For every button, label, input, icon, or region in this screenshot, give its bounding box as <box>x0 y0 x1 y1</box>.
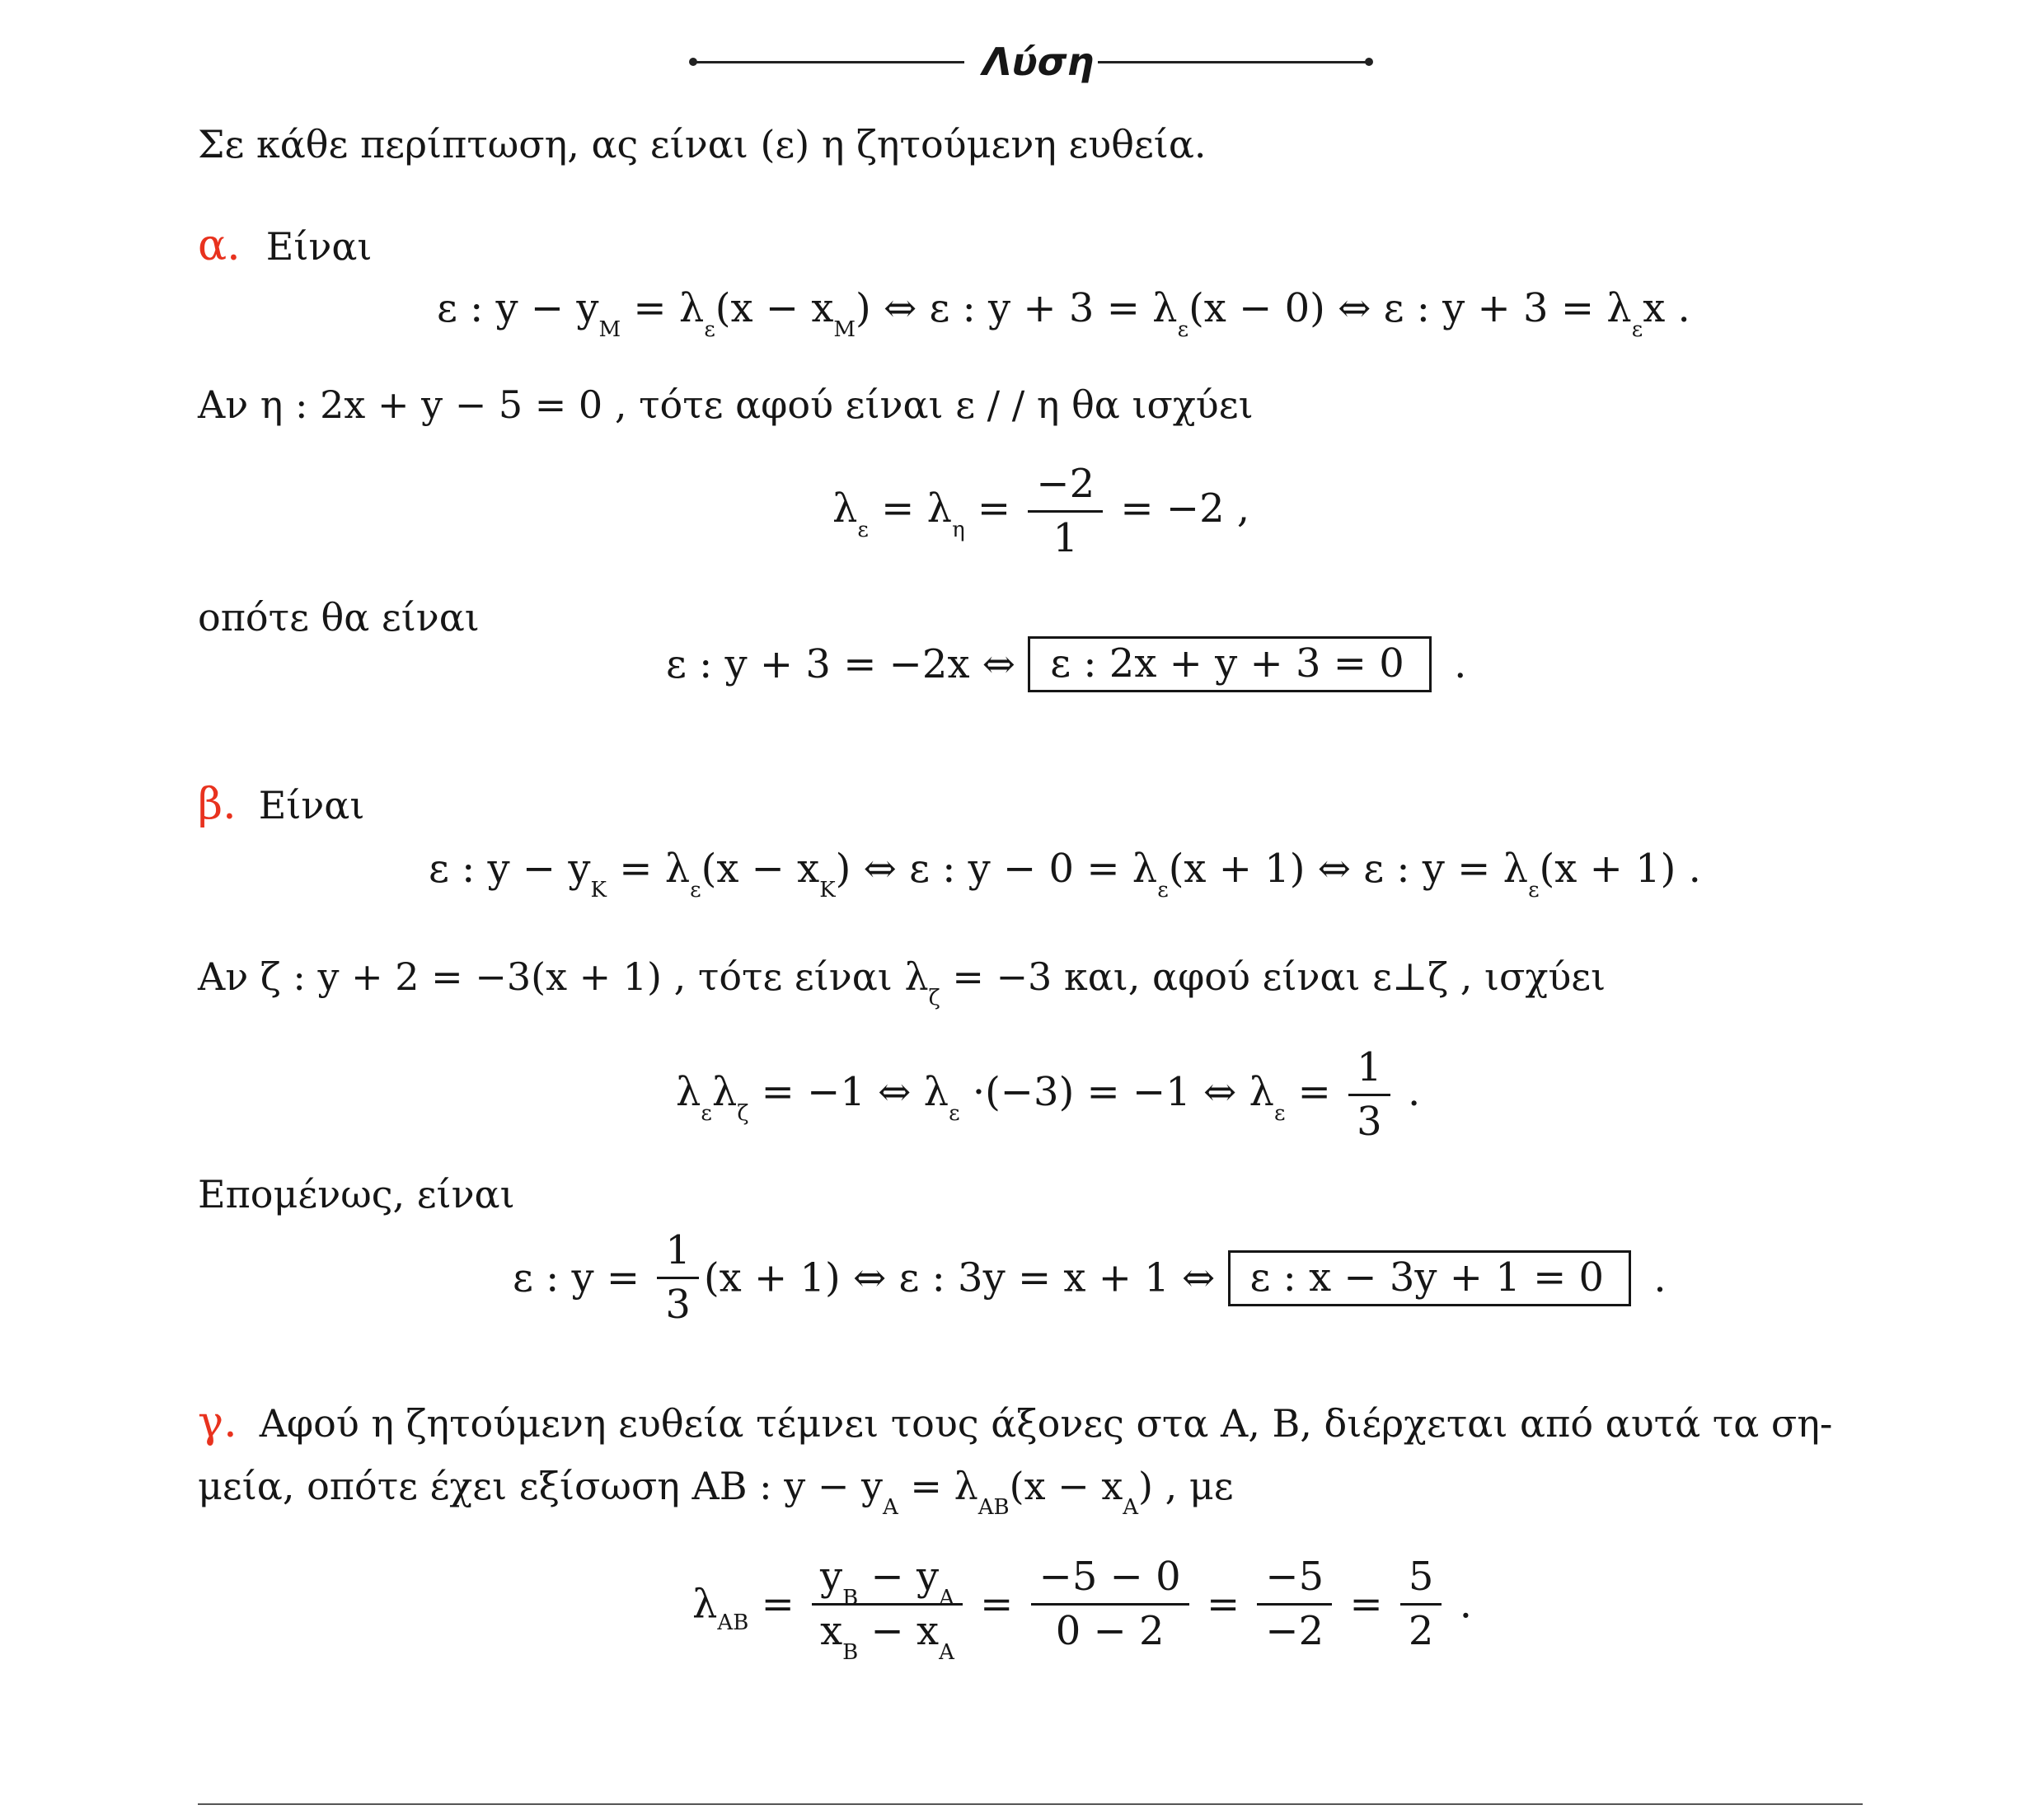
part-b-label: β. <box>198 780 237 829</box>
part-c-label: γ. <box>198 1398 237 1447</box>
intro-text: Σε κάθε περίπτωση, ας είναι (ε) η ζητούμενη ευθεία. <box>198 122 1207 166</box>
heading-left-rule <box>692 61 964 63</box>
page-heading: Λύση <box>982 40 1095 84</box>
fraction: $\frac{5}{2}$ <box>1400 1554 1442 1654</box>
fraction: $\frac{-5 - 0}{0 - 2}$ <box>1031 1554 1189 1654</box>
part-c-line-1: γ. Αφού η ζητούμενη ευθεία τέμνει τους άξονες στα A, B, διέρχεται από αυτά τα ση- <box>198 1398 1833 1447</box>
part-b-lead: Είναι <box>258 783 365 827</box>
fraction: $\frac{1}{3}$ <box>657 1228 699 1328</box>
heading-right-dot <box>1365 58 1373 66</box>
part-b-header <box>198 780 364 829</box>
part-a-line-2: Αν η : 2x + y − 5 = 0 , τότε αφού είναι ε / / η θα ισχύει <box>198 382 1254 427</box>
part-a-result-box: ε : 2x + y + 3 = 0 <box>1028 636 1432 692</box>
part-a-equation-2: $\lambda_\varepsilon = \lambda_\eta$ = $\frac{-2}{1}$ = −2 , <box>832 461 1250 562</box>
fraction: $\frac{y_B - y_A}{x_B - x_A}$ <box>812 1554 963 1654</box>
fraction: $\frac{-5}{-2}$ <box>1257 1554 1332 1654</box>
part-b-equation-1: ε : $y - y_K = \lambda_\varepsilon(x - x_K)$ ⇔ ε : $y - 0 = \lambda_\varepsilon(x + 1)$ ⇔ ε : $y = \lambda_\varepsilon(x + 1)$ . <box>429 846 1701 902</box>
part-a-header <box>198 221 372 270</box>
part-a-label: α. <box>198 221 241 270</box>
part-c-line-2: μεία, οπότε έχει εξίσωση AB : $y - y_A = \lambda_{AB}(x - x_A)$ , με <box>198 1464 1234 1520</box>
fraction: $\frac{1}{3}$ <box>1348 1045 1390 1145</box>
part-b-result-box: ε : x − 3y + 1 = 0 <box>1228 1250 1632 1306</box>
bottom-rule <box>198 1803 1863 1805</box>
part-b-equation-3: ε : y = $\frac{1}{3}$ (x + 1) ⇔ ε : 3y = x + 1 ⇔ ε : x − 3y + 1 = 0 . <box>513 1227 1667 1329</box>
fraction: $\frac{-2}{1}$ <box>1028 462 1103 561</box>
part-c-equation: $\lambda_{AB}$ = $\frac{y_B - y_A}{x_B - x_A}$ = $\frac{-5 - 0}{0 - 2}$ = $\frac{-5}{-2}$ = $\frac{5}{2}$ . <box>692 1554 1472 1666</box>
part-b-line-2: Αν ζ : y + 2 = −3(x + 1) , τότε είναι $\lambda_\zeta = -3$ και, αφού είναι ε⊥ζ , ισχύει <box>198 954 1606 1010</box>
part-b-equation-2: $\lambda_\varepsilon\lambda_\zeta = -1$ ⇔ $\lambda_\varepsilon \cdot(-3) = -1$ ⇔ $\lambda_\varepsilon$ = $\frac{1}{3}$ . <box>676 1044 1421 1146</box>
part-a-equation-1: ε : $y - y_M = \lambda_\varepsilon(x - x_M)$ ⇔ ε : $y + 3 = \lambda_\varepsilon(x - 0)$ ⇔ ε : $y + 3 = \lambda_\varepsilon x$ . <box>437 285 1690 342</box>
part-a-lead: Είναι <box>265 224 373 269</box>
heading-right-rule <box>1098 61 1370 63</box>
part-b-line-3: Επομένως, είναι <box>198 1172 515 1217</box>
part-a-equation-3: ε : y + 3 = −2x ⇔ ε : 2x + y + 3 = 0 . <box>666 636 1466 692</box>
part-a-line-3: οπότε θα είναι <box>198 595 480 640</box>
